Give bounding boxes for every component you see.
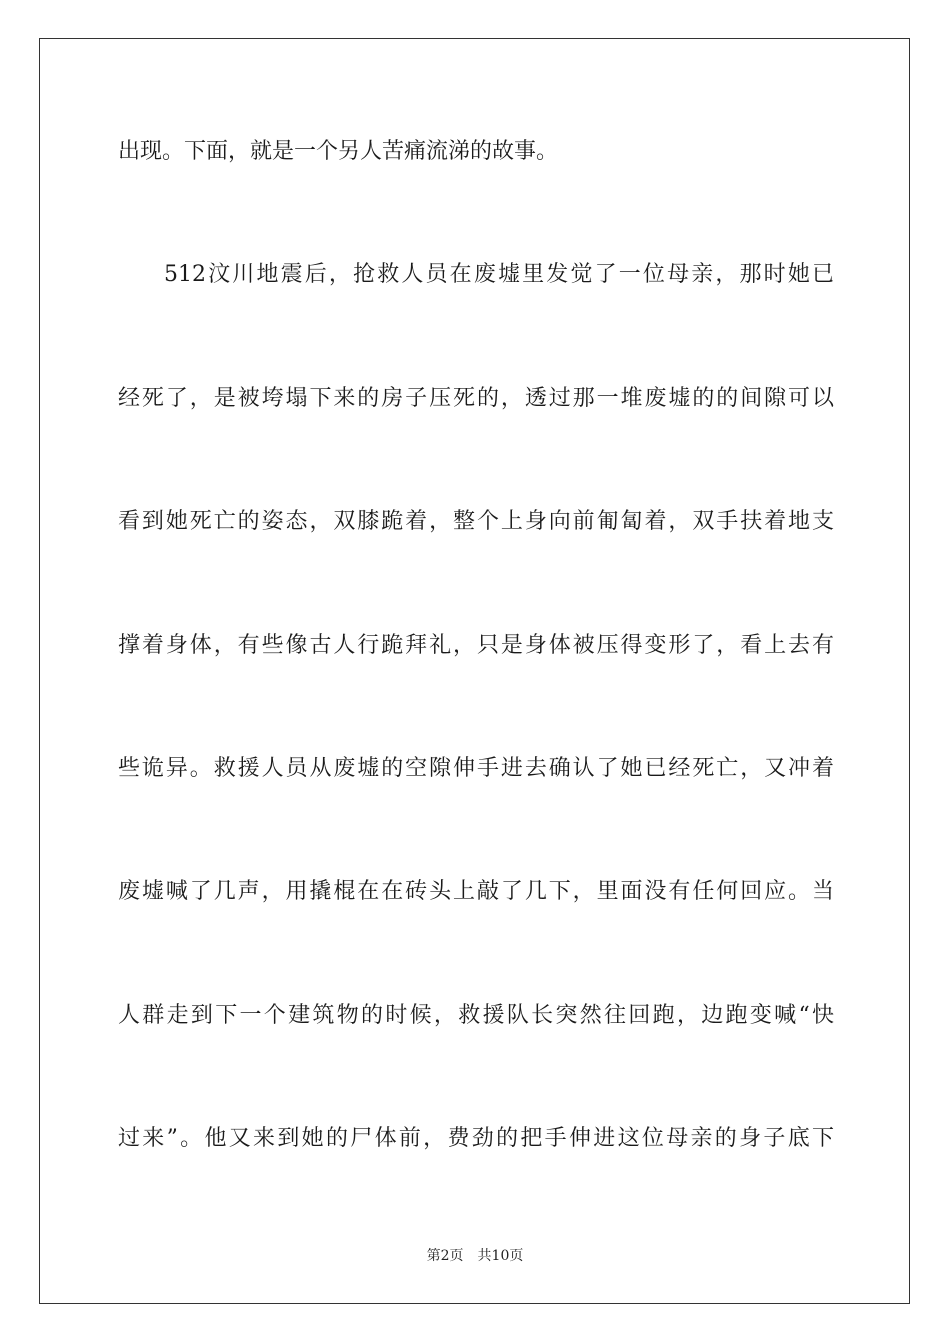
body-text-line: 经死了，是被垮塌下来的房子压死的，透过那一堆废墟的的间隙可以 [118,386,834,411]
page-number: 第2页 [426,1248,464,1264]
page-total: 共10页 [477,1248,524,1264]
body-text-line: 看到她死亡的姿态，双膝跪着，整个上身向前匍匐着，双手扶着地支 [118,509,834,534]
body-text-line: 废墟喊了几声，用撬棍在在砖头上敲了几下，里面没有任何回应。当 [118,879,834,904]
page-border [39,38,910,1304]
body-text-line: 撑着身体，有些像古人行跪拜礼，只是身体被压得变形了，看上去有 [118,633,834,658]
body-text-line: 些诡异。救援人员从废墟的空隙伸手进去确认了她已经死亡，又冲着 [118,756,834,781]
body-text-line: 过来”。他又来到她的尸体前，费劲的把手伸进这位母亲的身子底下 [118,1126,834,1151]
page-footer [0,1247,950,1265]
body-text-line: 出现。下面，就是一个另人苦痛流涕的故事。 [118,139,559,164]
body-text-line: 512汶川地震后，抢救人员在废墟里发觉了一位母亲，那时她已 [164,262,834,287]
body-text-line: 人群走到下一个建筑物的时候，救援队长突然往回跑，边跑变喊“快 [118,1003,834,1028]
